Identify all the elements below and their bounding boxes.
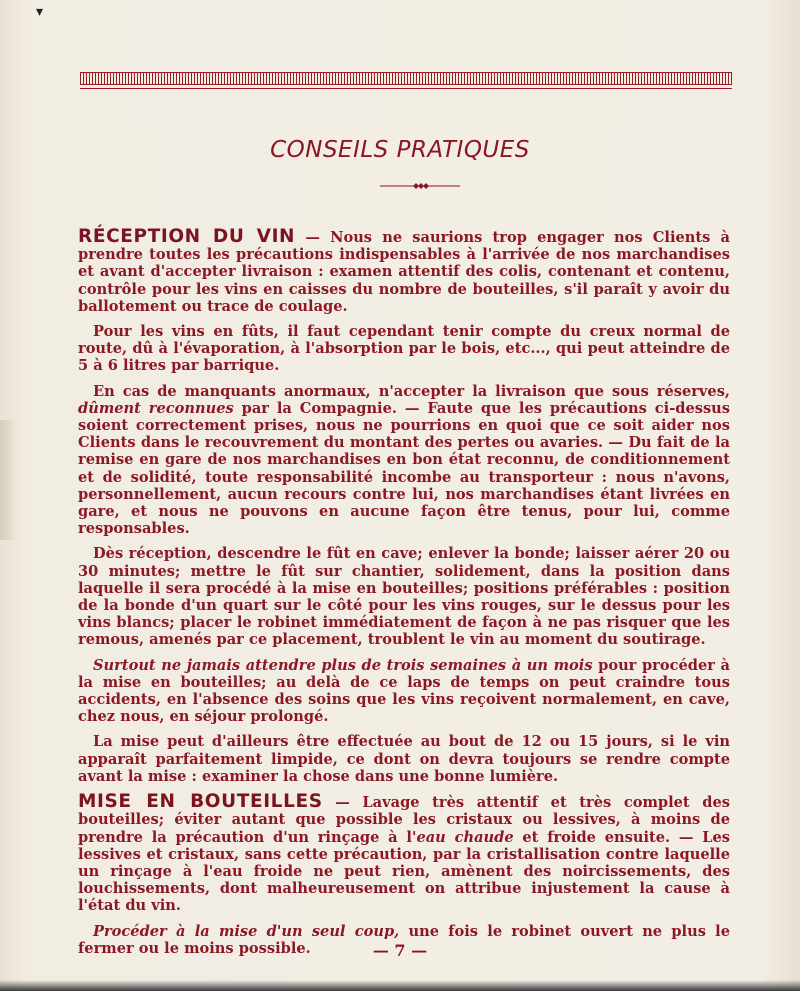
paragraph-bottling-intro bbox=[78, 793, 730, 914]
bottling-text-b: et froide ensuite. — Les lessives et cristaux, sans cette précaution, par la cristallisation contre laquelle un rinçage à l'eau froide ne peut rien, amènent des noircissements, des louchissements, dont malheureusement on attribue injustement la cause à l'état du vin. bbox=[78, 828, 731, 915]
page-number: — 7 — bbox=[372, 941, 428, 960]
rule-ticks bbox=[80, 72, 732, 85]
body-text bbox=[78, 228, 730, 965]
timing-text: pour procéder à la mise en bouteilles; au delà de ce laps de temps on peut craindre tous accidents, en l'absence des soins que les vins reçoivent normalement, en cave, chez nous, en séjour prolongé. bbox=[78, 656, 730, 726]
single-pass-text: une fois le robinet ouvert ne plus le fermer ou le moins possible. bbox=[78, 922, 730, 957]
shortages-text-b: par la Compagnie. — Faute que les précautions ci-dessus soient correctement prises, nous ne pourrions en quoi que ce soit aider nos Clients dans le recouvrement du montant des pertes ou avaries. — Du fait de la remise en gare de nos marchandises en bon état reconnu, de conditionnement et de solidité, toute responsabilité incombe au transporteur : nous n'avons, personnellement, aucun recours contre lui, nos marchandises étant livrées en gare, et nous ne pouvons en aucune façon être tenus, pour lui, comme responsables. bbox=[78, 399, 731, 538]
shortages-italic: dûment reconnues bbox=[78, 399, 234, 417]
section-heading-bottling: MISE EN BOUTEILLES bbox=[78, 791, 323, 813]
paragraph-shortages bbox=[78, 383, 730, 538]
page-title: CONSEILS PRATIQUES bbox=[270, 137, 530, 163]
decorative-rule bbox=[80, 72, 732, 90]
bottling-italic: eau chaude bbox=[416, 828, 514, 846]
shortages-text-a: En cas de manquants anormaux, n'accepter la livraison que sous réserves, bbox=[93, 382, 730, 400]
paragraph-casks: Pour les vins en fûts, il faut cependant tenir compte du creux normal de route, dû à l'évaporation, à l'absorption par le bois, etc..., qui peut atteindre de 5 à 6 litres par barrique. bbox=[78, 323, 730, 375]
bottling-text-a: — Lavage très attentif et très complet des bouteilles; éviter autant que possible les cristaux ou lessives, à moins de prendre la précaution d'un rinçage à l' bbox=[78, 794, 730, 846]
ornament-divider bbox=[380, 180, 460, 192]
paragraph-early-bottling: La mise peut d'ailleurs être effectuée au bout de 12 ou 15 jours, si le vin apparaît parfaitement limpide, ce dont on devra toujours se rendre compte avant la mise : examiner la chose dans une bonne lumière. bbox=[78, 733, 730, 785]
scan-edge bbox=[0, 980, 800, 991]
paragraph-on-receipt: Dès réception, descendre le fût en cave; enlever la bonde; laisser aérer 20 ou 30 minutes; mettre le fût sur chantier, solidement, dans la position dans laquelle il sera procédé à la mise en bouteilles; positions préférables : position de la bonde d'un quart sur le côté pour les vins rouges, sur le dessus pour les vins blancs; placer le robinet immédiatement de façon à ne pas risquer que les remous, amenés par ce placement, troublent le vin au moment du soutirage. bbox=[78, 545, 730, 649]
paragraph-timing bbox=[78, 657, 730, 726]
single-pass-italic: Procéder à la mise d'un seul coup, bbox=[93, 922, 400, 940]
corner-mark: ▾ bbox=[36, 4, 44, 20]
rule-underline bbox=[80, 88, 732, 89]
reception-intro-text: — Nous ne saurions trop engager nos Clients à prendre toutes les précautions indispensables à l'arrivée de nos marchandises et avant d'accepter livraison : examen attentif des colis, contenant et contenu, contrôle pour les vins en caisses du nombre de bouteilles, s'il paraît y avoir du ballotement ou trace de coulage. bbox=[78, 229, 730, 315]
paragraph-reception-intro bbox=[78, 228, 730, 315]
timing-italic: Surtout ne jamais attendre plus de trois semaines à un mois bbox=[93, 656, 593, 674]
section-heading-reception: RÉCEPTION DU VIN bbox=[78, 226, 296, 247]
binding-shadow bbox=[0, 420, 16, 540]
